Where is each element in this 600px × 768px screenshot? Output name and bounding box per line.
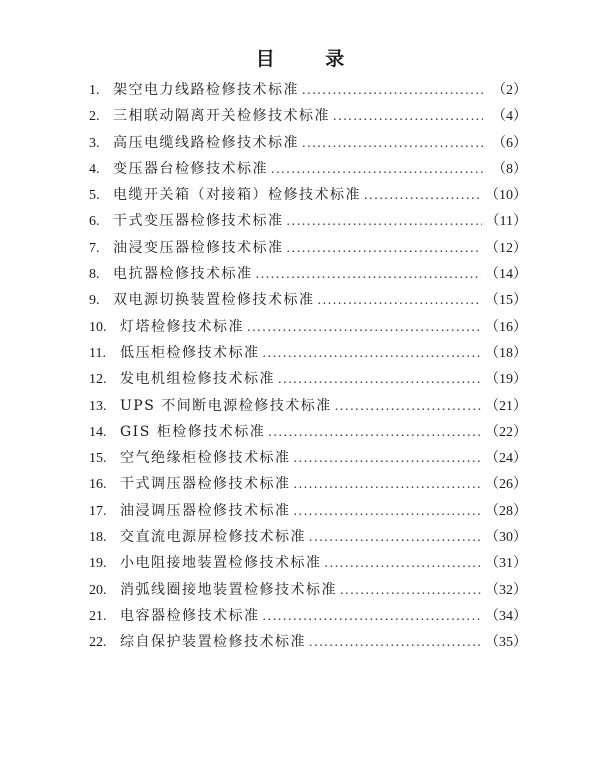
toc-entry-number: 18. [89, 530, 107, 546]
toc-entry-title: 发电机组检修技术标准 [120, 371, 275, 388]
toc-entry[interactable] [89, 130, 527, 156]
toc-dot-leader [287, 209, 482, 235]
toc-entry-title: GIS 柜检修技术标准 [120, 423, 266, 440]
toc-entry-page-number: （30） [485, 530, 527, 546]
toc-entry-title: 低压柜检修技术标准 [120, 344, 260, 361]
toc-entry-title: 电容器检修技术标准 [120, 607, 260, 624]
toc-entry-title: 高压电缆线路检修技术标准 [113, 134, 299, 151]
toc-entry[interactable] [89, 314, 527, 340]
toc-entry-title: 油浸调压器检修技术标准 [120, 502, 291, 519]
toc-entry[interactable] [89, 156, 527, 182]
toc-entry-number: 15. [89, 451, 107, 467]
toc-entry-title: 油浸变压器检修技术标准 [113, 239, 284, 256]
toc-dot-leader [263, 341, 482, 367]
toc-dot-leader [340, 578, 481, 604]
toc-entry[interactable] [89, 287, 527, 313]
toc-dot-leader [294, 499, 482, 525]
toc-entry-page-number: （18） [485, 345, 527, 361]
toc-entry-page-number: （19） [485, 372, 527, 388]
toc-entry-number: 5. [89, 188, 100, 204]
toc-entry-page-number: （6） [492, 135, 527, 151]
toc-entry[interactable] [89, 340, 527, 366]
toc-entry-number: 14. [89, 424, 107, 440]
toc-entry-page-number: （8） [492, 161, 527, 177]
toc-entry-number: 11. [89, 345, 106, 361]
toc-dot-leader [325, 551, 482, 577]
toc-entry-number: 21. [89, 608, 107, 624]
toc-entry-title: 小电阻接地装置检修技术标准 [120, 555, 322, 572]
toc-entry-number: 10. [89, 319, 107, 335]
toc-entry-title: 交直流电源屏检修技术标准 [120, 529, 306, 546]
toc-entry-page-number: （14） [485, 267, 527, 283]
toc-entry-page-number: （31） [485, 556, 527, 572]
toc-entry-number: 16. [89, 477, 107, 493]
toc-dot-leader [271, 157, 483, 183]
toc-entry-page-number: （2） [492, 83, 527, 98]
toc-dot-leader [302, 78, 483, 104]
toc-dot-leader [333, 104, 483, 130]
toc-entry-title: 消弧线圈接地装置检修技术标准 [120, 581, 337, 598]
toc-entry-number: 22. [89, 635, 107, 651]
toc-entry-title: 架空电力线路检修技术标准 [113, 82, 299, 98]
toc-entry[interactable] [89, 498, 527, 524]
toc-dot-leader [309, 525, 481, 551]
toc-dot-leader [256, 262, 482, 288]
toc-entry[interactable] [89, 366, 527, 392]
toc-entry-page-number: （4） [492, 109, 527, 125]
toc-entry-number: 7. [89, 240, 100, 256]
toc-entry-number: 20. [89, 582, 107, 598]
toc-entry[interactable] [89, 261, 527, 287]
toc-entry-number: 17. [89, 503, 107, 519]
toc-entry-page-number: （10） [485, 188, 527, 204]
toc-entry-title: 灯塔检修技术标准 [120, 318, 244, 335]
toc-entry[interactable] [89, 182, 527, 208]
toc-entry-number: 13. [89, 398, 107, 414]
toc-dot-leader [278, 367, 481, 393]
toc-entry-page-number: （24） [485, 451, 527, 467]
toc-entry-page-number: （22） [485, 424, 527, 440]
toc-dot-leader [294, 472, 482, 498]
toc-entry[interactable] [89, 208, 527, 234]
toc-entry-number: 6. [89, 214, 100, 230]
toc-entry-number: 9. [89, 293, 100, 309]
toc-entry-number: 8. [89, 267, 100, 283]
toc-entry-page-number: （26） [485, 477, 527, 493]
toc-dot-leader [294, 446, 482, 472]
toc-entry-number: 1. [89, 83, 100, 98]
toc-entry-title: 干式调压器检修技术标准 [120, 476, 291, 493]
toc-entry-page-number: （35） [485, 635, 527, 651]
toc-entry[interactable] [89, 471, 527, 497]
table-of-contents [89, 77, 527, 656]
toc-entry[interactable] [89, 419, 527, 445]
toc-entry[interactable] [89, 235, 527, 261]
toc-entry-number: 12. [89, 372, 107, 388]
toc-entry-title: UPS 不间断电源检修技术标准 [120, 397, 332, 414]
toc-entry-page-number: （11） [485, 214, 527, 230]
toc-entry-page-number: （15） [485, 293, 527, 309]
toc-dot-leader [318, 288, 482, 314]
toc-entry-number: 2. [89, 109, 100, 125]
toc-dot-leader [287, 236, 482, 262]
toc-entry[interactable] [89, 103, 527, 129]
toc-entry[interactable] [89, 550, 527, 576]
toc-dot-leader [302, 131, 483, 157]
toc-entry[interactable] [89, 629, 527, 655]
toc-entry-title: 双电源切换装置检修技术标准 [113, 292, 315, 309]
toc-entry-page-number: （21） [485, 398, 527, 414]
toc-entry-title: 干式变压器检修技术标准 [113, 213, 284, 230]
toc-dot-leader [364, 183, 481, 209]
toc-entry[interactable] [89, 524, 527, 550]
toc-entry-page-number: （12） [485, 240, 527, 256]
toc-dot-leader [263, 604, 482, 630]
toc-entry[interactable] [89, 445, 527, 471]
page-title: 目 录 [255, 48, 367, 70]
toc-entry-page-number: （16） [485, 319, 527, 335]
toc-entry[interactable] [89, 577, 527, 603]
toc-entry-title: 三相联动隔离开关检修技术标准 [113, 108, 330, 125]
toc-entry-number: 19. [89, 556, 107, 572]
toc-dot-leader [335, 394, 481, 420]
toc-entry[interactable] [89, 393, 527, 419]
toc-entry-title: 电抗器检修技术标准 [113, 266, 253, 283]
toc-entry-page-number: （34） [485, 608, 527, 624]
toc-dot-leader [247, 315, 481, 341]
toc-entry-number: 3. [89, 135, 100, 151]
toc-entry-page-number: （28） [485, 503, 527, 519]
toc-entry-page-number: （32） [485, 582, 527, 598]
toc-entry-title: 变压器台检修技术标准 [113, 160, 268, 177]
toc-entry-title: 电缆开关箱（对接箱）检修技术标准 [113, 187, 361, 204]
toc-entry-title: 空气绝缘柜检修技术标准 [120, 450, 291, 467]
toc-entry[interactable] [89, 77, 527, 103]
toc-entry-title: 综自保护装置检修技术标准 [120, 634, 306, 651]
toc-dot-leader [268, 420, 481, 446]
toc-entry[interactable] [89, 603, 527, 629]
toc-entry-number: 4. [89, 161, 100, 177]
toc-dot-leader [309, 630, 481, 656]
